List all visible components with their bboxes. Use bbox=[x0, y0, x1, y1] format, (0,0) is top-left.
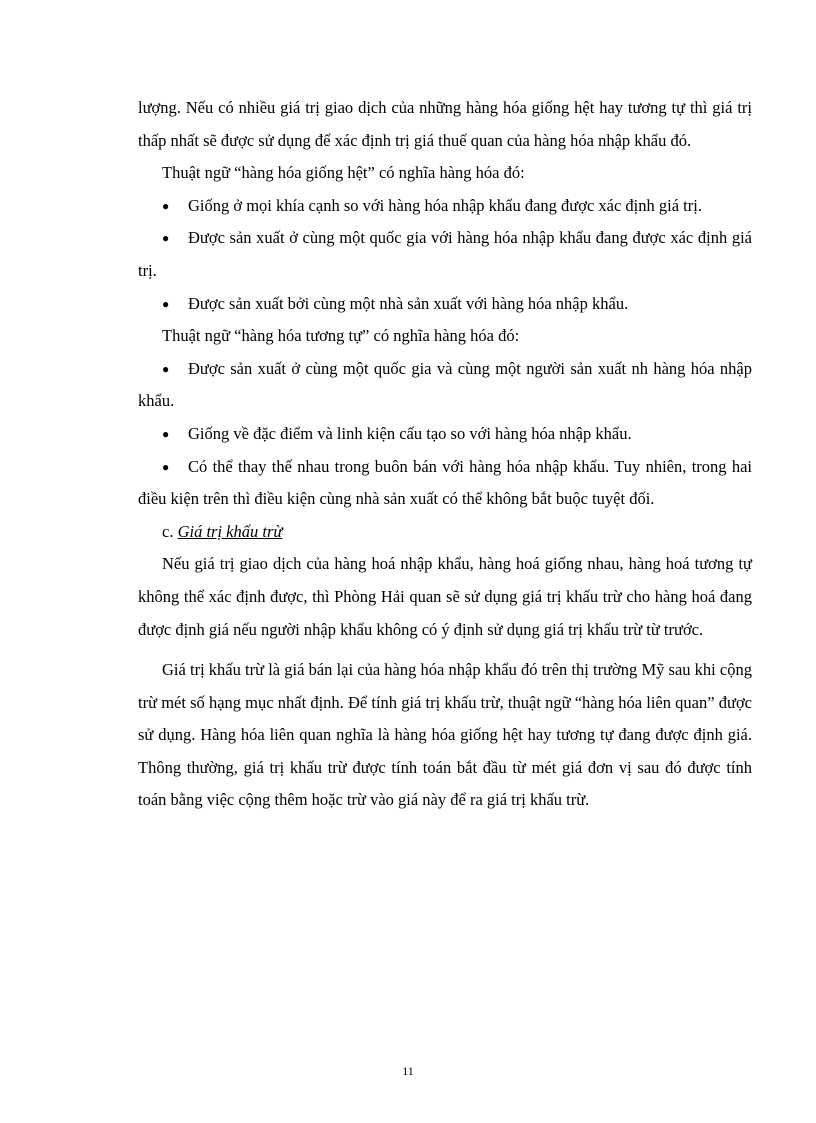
bullet-icon: ● bbox=[162, 426, 170, 441]
list-item-text: Được sản xuất ở cùng một quốc gia với hàng hóa nhập khẩu đang được xác định giá trị. bbox=[138, 228, 752, 280]
list-item-text: Được sản xuất ở cùng một quốc gia và cùng một người sản xuất nh hàng hóa nhập khẩu. bbox=[138, 358, 752, 411]
section-heading bbox=[138, 516, 752, 549]
paragraph-continuation: lượng. Nếu có nhiều giá trị giao dịch của những hàng hóa giống hệt hay tương tự thì giá trị thấp nhất sẽ được sử dụng để xác định trị giá thuế quan của hàng hóa nhập khẩu đó. bbox=[138, 98, 752, 150]
section-heading-prefix: c. bbox=[162, 521, 178, 541]
list-item-text: Có thể thay thế nhau trong buôn bán với hàng hóa nhập khẩu. Tuy nhiên, trong hai điều kiện trên thì điều kiện cùng nhà sản xuất có thể không bắt buộc tuyệt đối. bbox=[138, 456, 752, 509]
paragraph-spacer bbox=[138, 646, 752, 654]
list-item-text: Được sản xuất bởi cùng một nhà sản xuất với hàng hóa nhập khẩu. bbox=[188, 293, 629, 313]
bullet-icon: ● bbox=[162, 296, 170, 311]
list-item-text: Giống về đặc điểm và linh kiện cấu tạo so với hàng hóa nhập khẩu. bbox=[188, 423, 632, 443]
bullet-icon: ● bbox=[162, 459, 170, 474]
list-item bbox=[138, 353, 752, 418]
section-heading-title: Giá trị khấu trừ bbox=[177, 521, 283, 541]
list-item bbox=[138, 288, 752, 321]
list-item bbox=[138, 190, 752, 223]
bullet-icon: ● bbox=[162, 198, 170, 213]
document-body bbox=[138, 92, 752, 817]
paragraph-similar-goods-intro: Thuật ngữ “hàng hóa tương tự” có nghĩa hàng hóa đó: bbox=[162, 326, 520, 346]
paragraph-deductive-value-usage: Nếu giá trị giao dịch của hàng hoá nhập khẩu, hàng hoá giống nhau, hàng hoá tương tự không thể xác định được, thì Phòng Hải quan sẽ sử dụng giá trị khấu trừ cho hàng hoá đang được định giá nếu người nhập khẩu không có ý định sử dụng giá trị khấu trừ từ trước. bbox=[138, 554, 752, 639]
paragraph-deductive-value-definition: Giá trị khấu trừ là giá bán lại của hàng hóa nhập khẩu đó trên thị trường Mỹ sau khi cộng trừ mét số hạng mục nhất định. Để tính giá trị khấu trừ, thuật ngữ “hàng hóa liên quan” được sử dụng. Hàng hóa liên quan nghĩa là hàng hóa giống hệt hay tương tự đang được định giá. Thông thường, giá trị khấu trừ được tính toán bắt đầu từ mét giá đơn vị sau đó được tính toán bằng việc cộng thêm hoặc trừ vào giá này để ra giá trị khấu trừ. bbox=[138, 660, 752, 810]
list-item bbox=[138, 451, 752, 516]
bullet-icon: ● bbox=[162, 361, 170, 376]
page-number: 11 bbox=[402, 1064, 414, 1078]
list-item bbox=[138, 222, 752, 287]
paragraph-identical-goods-intro: Thuật ngữ “hàng hóa giống hệt” có nghĩa hàng hóa đó: bbox=[162, 163, 525, 183]
list-item bbox=[138, 418, 752, 451]
bullet-icon: ● bbox=[162, 231, 170, 246]
list-item-text: Giống ở mọi khía cạnh so với hàng hóa nhập khẩu đang được xác định giá trị. bbox=[188, 195, 702, 215]
